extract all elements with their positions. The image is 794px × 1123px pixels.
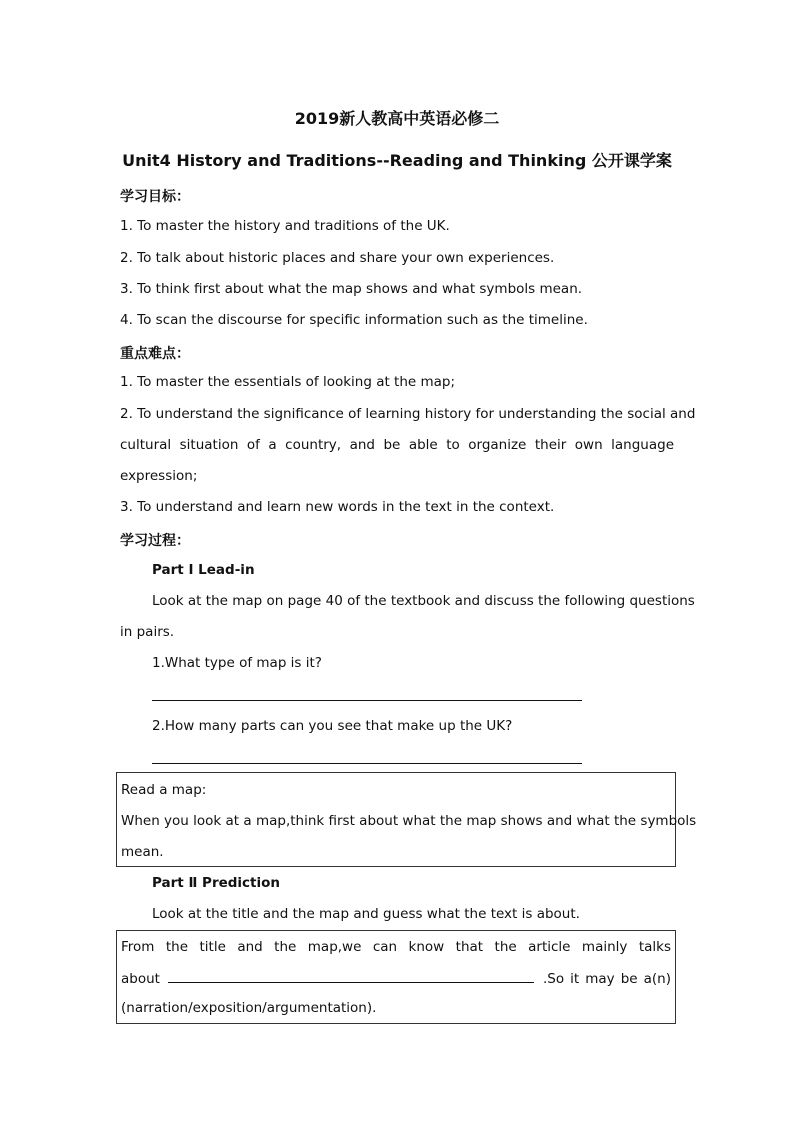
answer-line-2[interactable] (152, 763, 582, 764)
prediction-box-about: about (121, 971, 160, 987)
prediction-box (116, 930, 676, 1024)
tip-box-text-continued: mean. (121, 844, 164, 860)
document-subtitle: Unit4 History and Traditions--Reading and Thinking 公开课学案 (122, 151, 672, 170)
part2-instruction: Look at the title and the map and guess what the text is about. (152, 906, 580, 922)
prediction-box-options: (narration/exposition/argumentation). (121, 1000, 377, 1016)
process-heading: 学习过程： (120, 533, 190, 549)
key-point-item-continued: cultural situation of a country, and be able to organize their own language (120, 437, 674, 453)
part1-heading: Part Ⅰ Lead-in (152, 562, 255, 578)
prediction-box-after-blank: .So it may be a(n) (542, 971, 671, 987)
question-1: 1.What type of map is it? (152, 655, 322, 671)
key-point-item-continued: expression; (120, 468, 198, 484)
part1-instruction: Look at the map on page 40 of the textbook and discuss the following questions (152, 593, 695, 609)
objectives-heading: 学习目标： (120, 189, 190, 205)
read-a-map-box (116, 772, 697, 867)
key-point-item: 2. To understand the significance of learning history for understanding the social and (120, 406, 696, 422)
objective-item: 2. To talk about historic places and share your own experiences. (120, 250, 555, 266)
answer-line-1[interactable] (152, 700, 582, 701)
objective-item: 3. To think first about what the map shows and what symbols mean. (120, 281, 583, 297)
tip-box-title: Read a map: (121, 782, 207, 798)
document-title: 2019新人教高中英语必修二 (294, 109, 500, 128)
key-points-heading: 重点难点： (120, 346, 190, 362)
prediction-box-text: From the title and the map,we can know that the article mainly talks (121, 939, 671, 955)
objective-item: 1. To master the history and traditions of the UK. (120, 218, 450, 234)
key-point-item: 1. To master the essentials of looking at the map; (120, 374, 456, 390)
prediction-box-blank-row (121, 970, 671, 987)
tip-box-text: When you look at a map,think first about what the map shows and what the symbols (121, 813, 697, 829)
part1-instruction-continued: in pairs. (120, 624, 175, 640)
part2-heading: Part Ⅱ Prediction (152, 875, 281, 891)
objective-item: 4. To scan the discourse for specific information such as the timeline. (120, 312, 588, 328)
question-2: 2.How many parts can you see that make up the UK? (152, 718, 513, 734)
key-point-item: 3. To understand and learn new words in the text in the context. (120, 499, 555, 515)
prediction-blank[interactable] (168, 970, 534, 983)
